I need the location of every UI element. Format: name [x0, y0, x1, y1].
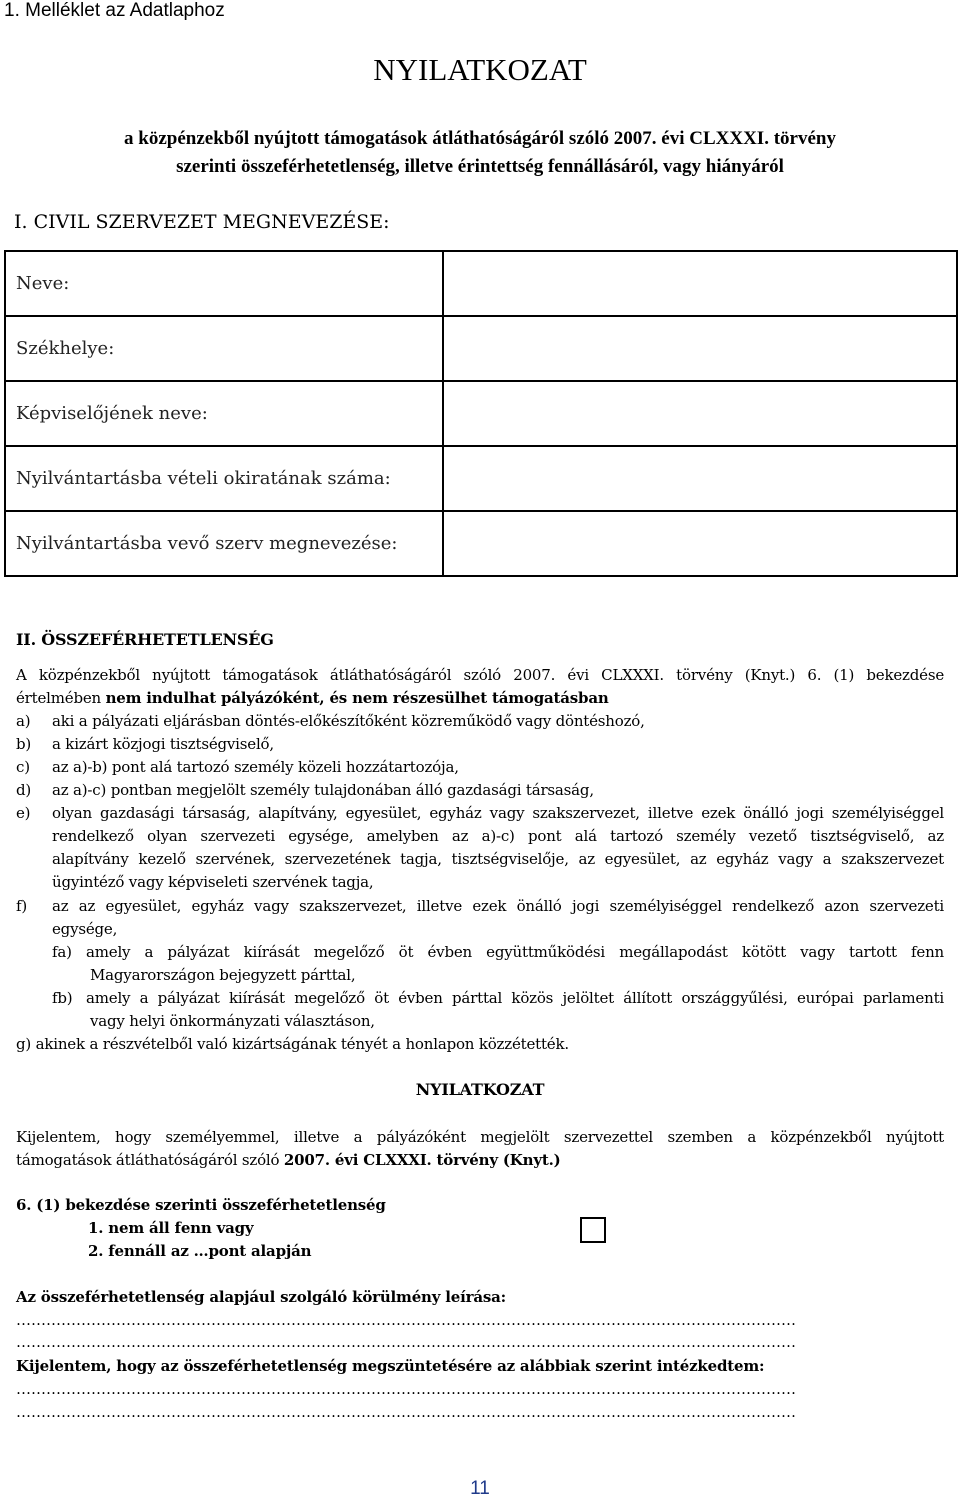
declaration-law-ref: 2007. évi CLXXXI. törvény (Knyt.) [283, 1151, 561, 1169]
item-e-marker: e) [16, 804, 31, 822]
item-e-line-2: rendelkező olyan szervezeti egysége, amelyben az a)-c) pont alá tartozó személy vezető tisztségviselő, az [52, 827, 944, 845]
form-row-representative [5, 381, 957, 446]
form-label-name: Neve: [5, 251, 443, 316]
form-label-registration-number: Nyilvántartásba vételi okiratának száma: [5, 446, 443, 511]
measures-label: Kijelentem, hogy az összeférhetetlenség megszüntetésére az alábbiak szerint intézkedtem: [16, 1357, 765, 1375]
basis-description-line-2[interactable]: ………………………………………………………………………………………………………………………………………… [16, 1333, 796, 1351]
item-fa-line-2: Magyarországon bejegyzett párttal, [90, 966, 356, 984]
item-b-text: a kizárt közjogi tisztségviselő, [52, 735, 274, 753]
basis-description-label: Az összeférhetetlenség alapjául szolgáló körülmény leírása: [16, 1288, 506, 1306]
organization-form [4, 250, 958, 577]
form-value-name[interactable] [443, 251, 957, 316]
option-1-label: 1. nem áll fenn vagy [88, 1219, 254, 1237]
form-row-name [5, 251, 957, 316]
subtitle-line-1: a közpénzekből nyújtott támogatások átláthatóságáról szóló 2007. évi CLXXXI. törvény [124, 128, 836, 149]
measures-line-2[interactable]: ………………………………………………………………………………………………………………………………………… [16, 1403, 796, 1421]
item-a-marker: a) [16, 712, 31, 730]
item-d-marker: d) [16, 781, 32, 799]
section-1-heading: I. CIVIL SZERVEZET MEGNEVEZÉSE: [14, 211, 390, 233]
declaration-line-2-plain: támogatások átláthatóságáról szóló [16, 1151, 284, 1169]
declaration-line-1: Kijelentem, hogy személyemmel, illetve a pályázóként megjelölt szervezettel szemben a közpénzekből nyújtott [16, 1128, 944, 1146]
item-e-line-4: ügyintéző vagy képviseleti szervének tagja, [52, 873, 374, 891]
form-row-registration-number [5, 446, 957, 511]
item-f-line-1: az az egyesület, egyház vagy szakszervezet, illetve ezek önálló jogi személyiséggel rendelkező azon szervezeti [52, 897, 944, 915]
section-2-intro-line-1: A közpénzekből nyújtott támogatások átláthatóságáról szóló 2007. évi CLXXXI. törvény (Knyt.) 6. (1) bekezdése [16, 666, 944, 684]
item-fb-marker: fb) [52, 989, 73, 1007]
item-fb-line-2: vagy helyi önkormányzati választáson, [90, 1012, 375, 1030]
form-label-registering-body: Nyilvántartásba vevő szerv megnevezése: [5, 511, 443, 576]
form-value-registration-number[interactable] [443, 446, 957, 511]
item-fb-line-1: amely a pályázat kiírását megelőző öt évben párttal közös jelöltet állított országgyűlési, európai parlamenti [86, 989, 944, 1007]
measures-line-1[interactable]: ………………………………………………………………………………………………………………………………………… [16, 1380, 796, 1398]
item-d-text: az a)-c) pontban megjelölt személy tulajdonában álló gazdasági társaság, [52, 781, 594, 799]
intro-plain: értelmében [16, 689, 106, 707]
page-title: NYILATKOZAT [373, 52, 587, 87]
form-value-registering-body[interactable] [443, 511, 957, 576]
item-c-text: az a)-b) pont alá tartozó személy közeli hozzátartozója, [52, 758, 459, 776]
section-2-heading: II. ÖSSZEFÉRHETETLENSÉG [16, 630, 274, 649]
item-c-marker: c) [16, 758, 30, 776]
item-f-marker: f) [16, 897, 28, 915]
subtitle-line-2: szerinti összeférhetetlenség, illetve érintettség fennállásáról, vagy hiányáról [176, 156, 784, 177]
form-label-representative: Képviselőjének neve: [5, 381, 443, 446]
item-f-line-2: egysége, [52, 920, 118, 938]
item-fa-line-1: amely a pályázat kiírását megelőző öt évben együttműködési megállapodást kötött vagy tartott fenn [86, 943, 944, 961]
item-e-line-1: olyan gazdasági társaság, alapítvány, egyesület, egyház vagy szakszervezet, illetve ezek önálló jogi személyiséggel [52, 804, 944, 822]
declaration-section-ref: 6. (1) bekezdése szerinti összeférhetetlenség [16, 1196, 386, 1214]
form-row-seat [5, 316, 957, 381]
option-checkbox[interactable] [580, 1217, 606, 1243]
annex-header: 1. Melléklet az Adatlaphoz [4, 0, 225, 21]
form-value-representative[interactable] [443, 381, 957, 446]
form-row-registering-body [5, 511, 957, 576]
form-label-seat: Székhelye: [5, 316, 443, 381]
item-e-line-3: alapítvány kezelő szervének, szervezetének tagja, tisztségviselője, az egyesület, az egyház vagy a szakszervezet [52, 850, 944, 868]
item-a-text: aki a pályázati eljárásban döntés-előkészítőként közreműködő vagy döntéshozó, [52, 712, 645, 730]
declaration-line-2 [16, 1151, 561, 1169]
section-2-intro-line-2 [16, 689, 609, 707]
item-b-marker: b) [16, 735, 32, 753]
intro-bold: nem indulhat pályázóként, és nem részesülhet támogatásban [105, 689, 609, 707]
basis-description-line[interactable]: ………………………………………………………………………………………………………………………………………… [16, 1311, 796, 1329]
declaration-heading: NYILATKOZAT [415, 1080, 545, 1099]
option-2-label: 2. fennáll az …pont alapján [88, 1242, 312, 1260]
item-fa-marker: fa) [52, 943, 72, 961]
item-g-text: g) akinek a részvételből való kizártságának tényét a honlapon közzétették. [16, 1035, 569, 1053]
form-value-seat[interactable] [443, 316, 957, 381]
page-number: 11 [470, 1478, 490, 1499]
